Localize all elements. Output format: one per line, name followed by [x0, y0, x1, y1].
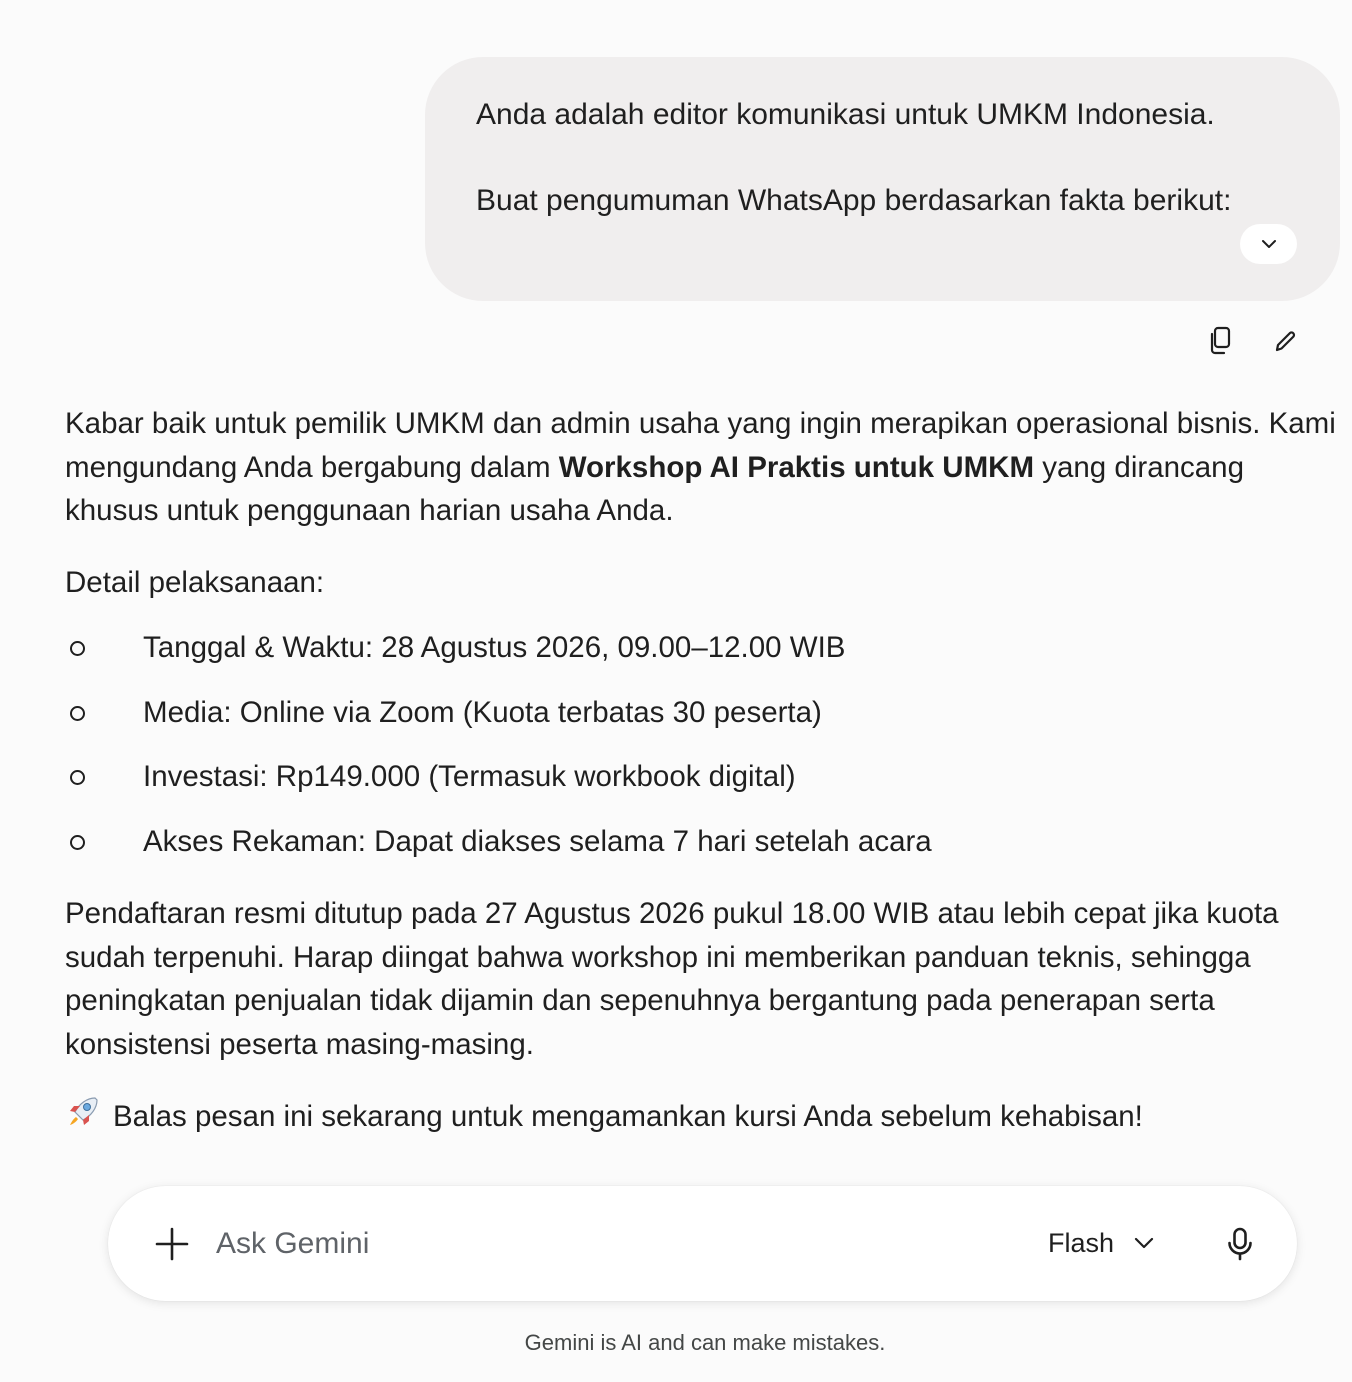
pencil-icon — [1273, 328, 1299, 354]
prompt-input[interactable] — [216, 1222, 916, 1266]
detail-price: Investasi: Rp149.000 (Termasuk workbook digital) — [143, 760, 796, 793]
copy-prompt-button[interactable] — [1202, 322, 1240, 360]
list-item — [65, 820, 1345, 885]
add-attachment-button[interactable] — [152, 1224, 192, 1264]
list-item — [65, 691, 1345, 756]
copy-icon — [1208, 326, 1234, 356]
detail-media: Media: Online via Zoom (Kuota terbatas 30 peserta) — [143, 695, 822, 729]
rocket-icon — [65, 1094, 105, 1143]
voice-input-button[interactable] — [1220, 1224, 1260, 1264]
model-response — [65, 402, 1345, 1143]
response-intro-text: Kabar baik untuk pemilik UMKM dan admin usaha yang ingin merapikan operasional bisnis. Kami mengundang Anda bergabung dalam — [65, 407, 1336, 484]
model-selector[interactable] — [1048, 1220, 1156, 1266]
bullet-icon — [70, 641, 85, 656]
user-message-bubble — [425, 57, 1340, 301]
workshop-name: Workshop AI Praktis untuk UMKM — [558, 450, 1035, 484]
detail-date: Tanggal & Waktu: 28 Agustus 2026, 09.00–12.00 WIB — [143, 631, 846, 664]
user-message-line-1: Anda adalah editor komunikasi untuk UMKM Indonesia. — [476, 98, 1215, 131]
call-to-action — [65, 1094, 1345, 1143]
list-item — [65, 755, 1345, 820]
chevron-down-icon — [1259, 234, 1279, 254]
ai-disclaimer: Gemini is AI and can make mistakes. — [524, 1330, 886, 1355]
response-intro — [65, 402, 1345, 533]
bullet-icon — [70, 706, 85, 721]
bullet-icon — [70, 770, 85, 785]
chevron-down-icon — [1132, 1231, 1156, 1255]
bullet-icon — [70, 835, 85, 850]
detail-recording: Akses Rekaman: Dapat diakses selama 7 hari setelah acara — [143, 824, 932, 858]
user-message-line-2: Buat pengumuman WhatsApp berdasarkan fakta berikut: — [476, 184, 1232, 217]
details-list — [65, 626, 1345, 884]
details-heading: Detail pelaksanaan: — [65, 565, 325, 599]
plus-icon — [152, 1224, 192, 1264]
microphone-icon — [1226, 1226, 1254, 1262]
registration-note: Pendaftaran resmi ditutup pada 27 Agustus 2026 pukul 18.00 WIB atau lebih cepat jika kuota sudah terpenuhi. Harap diingat bahwa workshop ini memberikan panduan teknis, sehingga peningkatan penjualan tidak dijamin dan sepenuhnya bergantung pada penerapan serta konsistensi peserta masing-masing. — [65, 897, 1279, 1061]
response-intro-end: yang dirancang khusus untuk penggunaan harian usaha Anda. — [65, 450, 1244, 527]
expand-message-button[interactable] — [1240, 224, 1297, 264]
prompt-input-bar — [108, 1186, 1297, 1301]
edit-prompt-button[interactable] — [1267, 322, 1305, 360]
cta-text: Balas pesan ini sekarang untuk mengamankan kursi Anda sebelum kehabisan! — [113, 1100, 1143, 1134]
list-item — [65, 626, 1345, 691]
model-name: Flash — [1048, 1227, 1115, 1258]
